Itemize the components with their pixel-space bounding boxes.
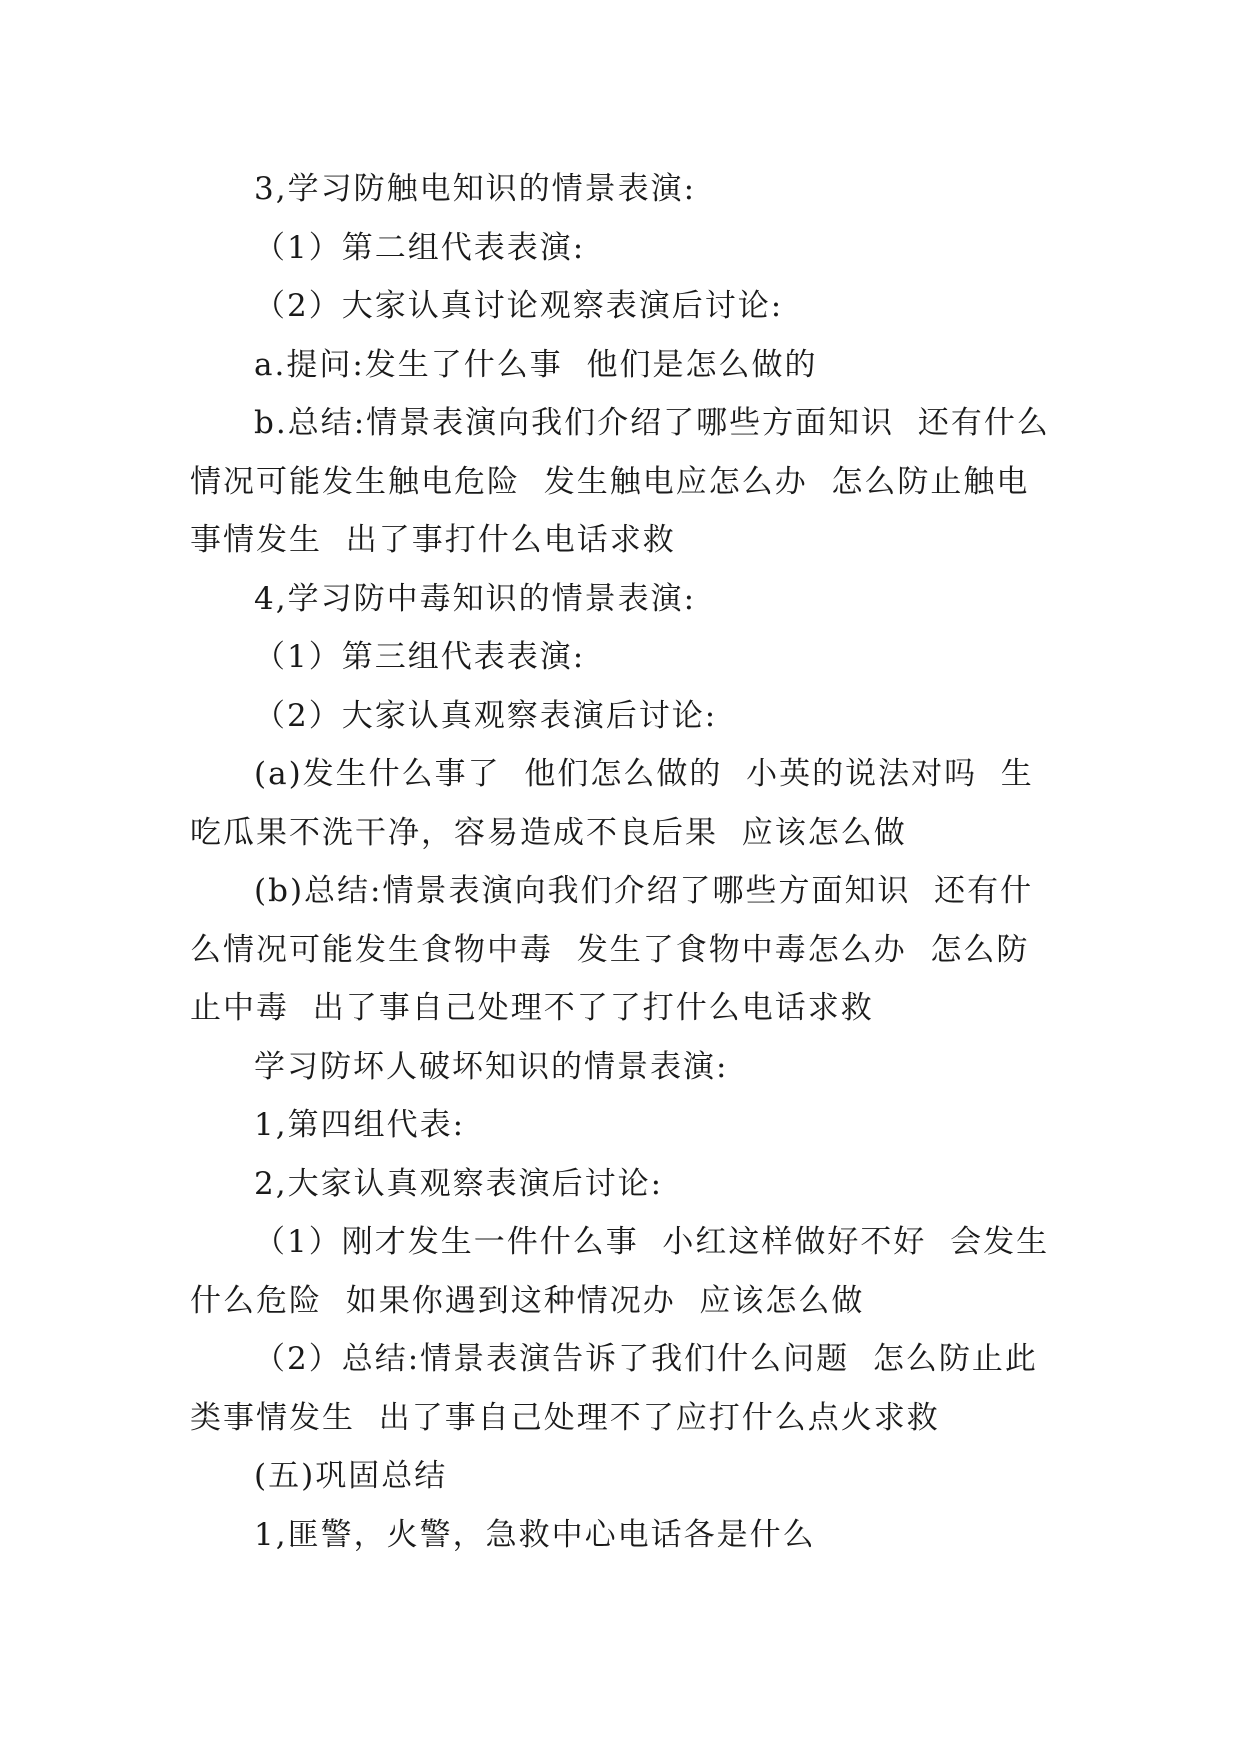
paragraph-line: （1）第三组代表表演: (254, 639, 586, 675)
paragraph-line: （1）第二组代表表演: (254, 229, 586, 266)
paragraph-line: （2）总结:情景表演告诉了我们什么问题 怎么防止此 (254, 1341, 1038, 1377)
paragraph-line: 学习防坏人破坏知识的情景表演: (254, 1048, 729, 1085)
document-body (190, 160, 1060, 1564)
paragraph-line: a.提问:发生了什么事 他们是怎么做的 (254, 346, 818, 383)
paragraph-line: （2）大家认真观察表演后讨论: (254, 697, 718, 734)
paragraph-line: 么情况可能发生食物中毒 发生了食物中毒怎么办 怎么防 (190, 931, 1030, 968)
paragraph-line: 4,学习防中毒知识的情景表演: (254, 580, 697, 617)
paragraph-line: 1,第四组代表: (254, 1107, 466, 1143)
paragraph-line: 3,学习防触电知识的情景表演: (254, 171, 697, 207)
paragraph-line: 情况可能发生触电危险 发生触电应怎么办 怎么防止触电 (190, 463, 1030, 500)
paragraph-line: （1）刚才发生一件什么事 小红这样做好不好 会发生 (254, 1224, 1050, 1260)
paragraph-line: 1,匪警，火警，急救中心电话各是什么 (254, 1516, 816, 1553)
paragraph-line: (a)发生什么事了 他们怎么做的 小英的说法对吗 生 (254, 756, 1034, 792)
paragraph-line: 止中毒 出了事自己处理不了了打什么电话求救 (190, 990, 874, 1026)
paragraph-line: 事情发生 出了事打什么电话求救 (190, 522, 676, 558)
paragraph-line: 类事情发生 出了事自己处理不了应打什么点火求救 (190, 1399, 940, 1436)
paragraph-line: 2,大家认真观察表演后讨论: (254, 1165, 664, 1202)
paragraph-line: (b)总结:情景表演向我们介绍了哪些方面知识 还有什 (254, 873, 1034, 909)
paragraph-line: 吃瓜果不洗干净，容易造成不良后果 应该怎么做 (190, 814, 907, 851)
paragraph-line: 什么危险 如果你遇到这种情况办 应该怎么做 (190, 1282, 865, 1319)
paragraph-line: (五)巩固总结 (254, 1458, 448, 1494)
paragraph-line: （2）大家认真讨论观察表演后讨论: (254, 288, 784, 324)
paragraph-line: b.总结:情景表演向我们介绍了哪些方面知识 还有什么 (254, 405, 1050, 441)
